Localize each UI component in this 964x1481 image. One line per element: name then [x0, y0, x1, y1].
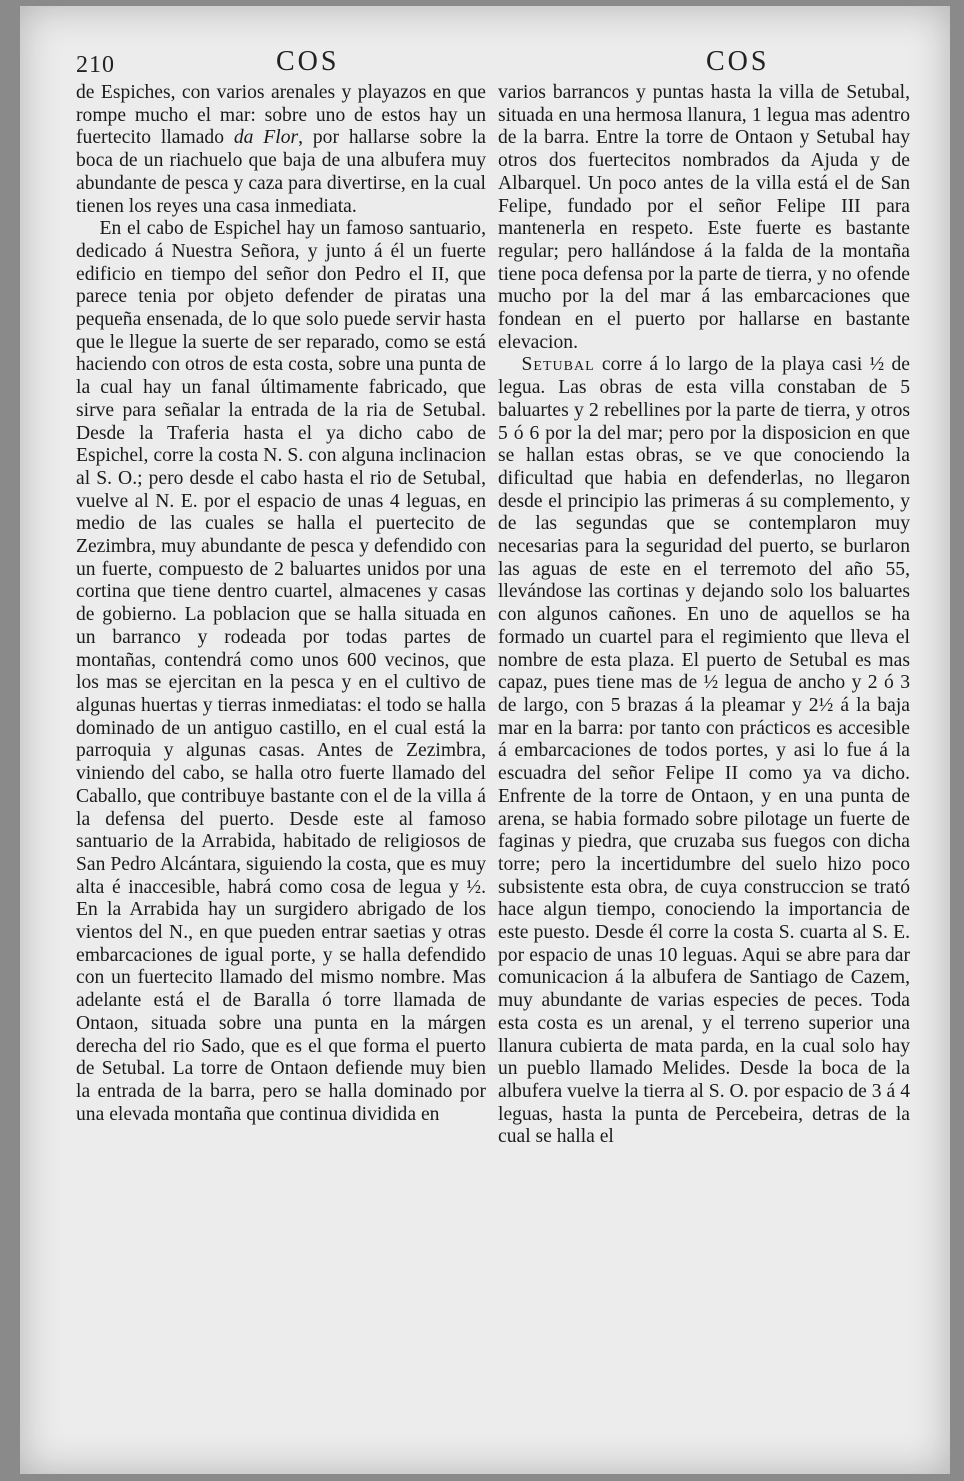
left-paragraph-1	[76, 82, 486, 218]
left-column	[76, 82, 486, 1126]
left-p1-italic: da Flor	[233, 127, 299, 149]
right-column	[498, 82, 910, 1149]
book-page	[20, 6, 950, 1474]
right-paragraph-2	[498, 354, 910, 1149]
right-p2-text: corre á lo largo de la playa casi ½ de legua. Las obras de esta villa constaban de 5 baluartes y 2 rebellines por la parte de tierra, y otros 5 ó 6 por la del mar; pero por la disposicion en que se hallan estas obras, se ve que conociendo la dificultad que habia en defenderlas, no llegaron desde el principio las primeras á su complemento, y de las segundas que se contemplaron muy necesarias para la seguridad del puerto, se burlaron las aguas de este en el terremoto del año 55, llevándose las cortinas y dejando solo los baluartes con algunos cañones. En uno de aquellos se ha formado un cuartel para el regimiento que lleva el nombre de esta plaza. El puerto de Setubal es mas capaz, pues tiene mas de ½ legua de ancho y 2 ó 3 de largo, con 5 brazas á la pleamar y 2½ á la baja mar en la barra: por tanto con prácticos es accesible á embarcaciones de todos portes, y asi lo fue á la escuadra del señor Felipe II como ya va dicho. Enfrente de la torre de Ontaon, y en una punta de arena, se habia formado sobre pilotage un fuerte de faginas y piedra, que cruzaba sus fuegos con dicha torre; pero la incertidumbre del suelo hizo poco subsistente esta obra, de cuya construccion se trató hace algun tiempo, conociendo la importancia de este puesto. Desde él corre la costa S. cuarta al S. E. por espacio de unas 10 leguas. Aqui se abre para dar comunicacion á la albufera de Santiago de Cazem, muy abundante de varias especies de peces. Toda esta costa es un arenal, y el terreno superior una llanura cubierta de mata parda, en la cual solo hay un pueblo llamado Melides. Desde la boca de la albufera vuelve la tierra al S. O. por espacio de 3 á 4 leguas, hasta la punta de Percebeira, detras de la cual se halla el	[498, 354, 910, 1148]
running-head-right: COS	[706, 46, 770, 77]
running-head-left: COS	[276, 46, 340, 77]
left-paragraph-2: En el cabo de Espichel hay un famoso santuario, dedicado á Nuestra Señora, y junto á él un fuerte edificio en tiempo del señor don Pedro el II, que parece tenia por objeto defender de piratas una pequeña ensenada, de lo que solo puede servir hasta que le llegue la suerte de ser reparado, como se está haciendo con otros de esta costa, sobre una punta de la cual hay un fanal últimamente fabricado, que sirve para señalar la entrada de la ria de Setubal. Desde la Traferia hasta el ya dicho cabo de Espichel, corre la costa N. S. con alguna inclinacion al S. O.; pero desde el cabo hasta el rio de Setubal, vuelve al N. E. por el espacio de unas 4 leguas, en medio de las cuales se halla el puertecito de Zezimbra, muy abundante de pesca y defendido con un fuerte, compuesto de 2 baluartes unidos por una cortina que tiene dentro cuartel, almacenes y casas de gobierno. La poblacion que se halla situada en un barranco y rodeada por todas partes de montañas, contendrá como unos 600 vecinos, que los mas se ejercitan en la pesca y en el cultivo de algunas huertas y tierras inmediatas: el todo se halla dominado de un antiguo castillo, en el cual está la parroquia y algunas casas. Antes de Zezimbra, viniendo del cabo, se halla otro fuerte llamado del Caballo, que contribuye bastante con el de la villa á la defensa del puerto. Desde este al famoso santuario de la Arrabida, habitado de religiosos de San Pedro Alcántara, siguiendo la costa, que es muy alta é inaccesible, habrá como cosa de legua y ½. En la Arrabida hay un surgidero abrigado de los vientos del N., en que pueden entrar saetias y otras embarcaciones de igual porte, y se halla defendido con un fuertecito llamado del mismo nombre. Mas adelante está el de Baralla ó torre llamada de Ontaon, situada sobre una punta en la márgen derecha del rio Sado, que es el que forma el puerto de Setubal. La torre de Ontaon defiende muy bien la entrada de la barra, pero se halla dominado por una elevada montaña que continua dividida en	[76, 218, 486, 1125]
page-number: 210	[76, 52, 115, 78]
running-header	[76, 46, 910, 80]
left-p1-text-b: , por hallarse sobre la boca de un riachuelo que baja de una albufera muy abundante de pesca y caza para divertirse, en la cual tienen los reyes una casa inmediata.	[76, 127, 486, 217]
right-paragraph-1: varios barrancos y puntas hasta la villa de Setubal, situada en una hermosa llanura, 1 legua mas adentro de la barra. Entre la torre de Ontaon y Setubal hay otros dos fuertecitos nombrados da Ajuda y de Albarquel. Un poco antes de la villa está el de San Felipe, fundado por el señor Felipe III para mantenerla en respeto. Este fuerte es bastante regular; pero hallándose á la falda de la montaña tiene poca defensa por la parte de tierra, y no ofende mucho por la del mar á las embarcaciones que fondean en el puerto por hallarse en bastante elevacion.	[498, 82, 910, 353]
left-p1-text-a: de Espiches, con varios arenales y playazos en que rompe mucho el mar: sobre uno de estos hay un fuertecito llamado	[76, 82, 486, 149]
right-p2-smallcaps: Setubal	[521, 354, 595, 376]
